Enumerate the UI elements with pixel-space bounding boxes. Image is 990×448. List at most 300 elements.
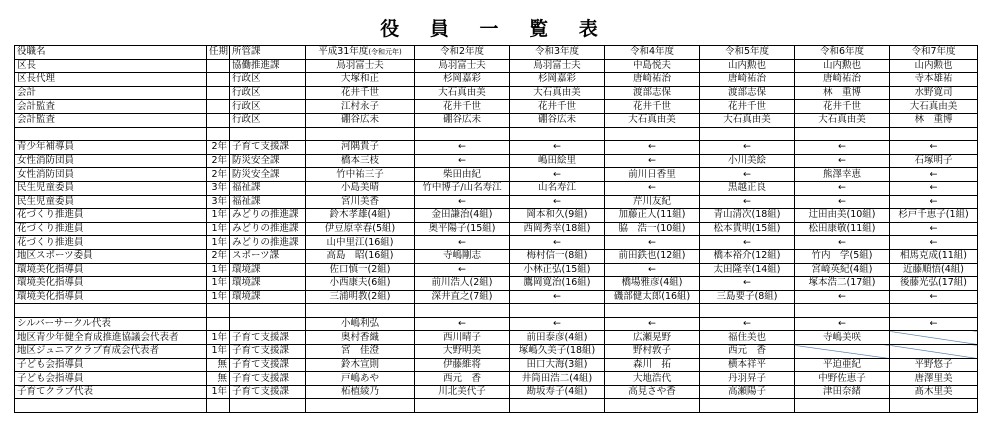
role-cell: 民生児童委員 (15, 195, 207, 209)
officer-cell: 林 重博 (890, 113, 978, 127)
officer-cell: 花井千世 (415, 100, 510, 114)
officer-cell: ← (415, 236, 510, 250)
table-row (15, 59, 978, 73)
spacer-row (15, 399, 978, 413)
empty-cell (306, 127, 415, 141)
officer-cell: 深井直之(7組) (415, 290, 510, 304)
dept-cell: 防災安全課 (230, 168, 306, 182)
empty-cell (207, 304, 230, 318)
officer-cell: 小嶋利弘 (306, 317, 415, 331)
officer-cell: 松田康敬(11組) (795, 222, 890, 236)
empty-cell (605, 127, 700, 141)
dept-cell (230, 317, 306, 331)
officer-cell: 森川 拓 (605, 358, 700, 372)
officer-cell: 小林正弘(15組) (510, 263, 605, 277)
officer-cell: ← (510, 195, 605, 209)
table-row (15, 277, 978, 291)
officer-cell: 小島美晴 (306, 181, 415, 195)
term-cell (207, 86, 230, 100)
table-row (15, 86, 978, 100)
table-row (15, 168, 978, 182)
officer-cell: 渡部志保 (700, 86, 795, 100)
officer-cell: 橋本裕介(12組) (700, 249, 795, 263)
officer-cell: 渡部志保 (605, 86, 700, 100)
term-cell: 2年 (207, 249, 230, 263)
officer-cell: 大塚和正 (306, 73, 415, 87)
officer-cell: ← (415, 317, 510, 331)
spacer-row (15, 304, 978, 318)
term-cell (207, 73, 230, 87)
officer-cell: 山名寿江 (510, 181, 605, 195)
empty-cell (207, 127, 230, 141)
officer-cell: 松本貴明(15組) (700, 222, 795, 236)
officer-cell: ← (890, 141, 978, 155)
officer-cell: ← (890, 222, 978, 236)
term-cell: 1年 (207, 385, 230, 399)
table-row (15, 154, 978, 168)
officer-cell: 野村敦子 (605, 345, 700, 359)
header-year-2022: 令和4年度 (605, 46, 700, 60)
term-cell (207, 100, 230, 114)
officer-cell: 佐口慎一(2組) (306, 263, 415, 277)
officer-cell: 宮川美香 (306, 195, 415, 209)
officer-cell: 大野明美 (415, 345, 510, 359)
dept-cell: みどりの推進課 (230, 209, 306, 223)
term-cell: 2年 (207, 168, 230, 182)
officer-cell: 高瀬陽子 (700, 385, 795, 399)
officer-cell: 前川日香里 (605, 168, 700, 182)
officer-cell: 水野寛司 (890, 86, 978, 100)
role-cell: 会計 (15, 86, 207, 100)
officer-cell: 橋本三枝 (306, 154, 415, 168)
empty-cell (605, 304, 700, 318)
officer-cell: 柴田由紀 (415, 168, 510, 182)
dept-cell: 行政区 (230, 86, 306, 100)
officer-cell: 唐崎祐治 (605, 73, 700, 87)
officer-cell: ← (510, 168, 605, 182)
roster-body (15, 59, 978, 412)
dept-cell: 子育て支援課 (230, 331, 306, 345)
empty-cell (230, 304, 306, 318)
officer-cell: ← (415, 141, 510, 155)
officer-cell: 橋場雅彦(4組) (605, 277, 700, 291)
role-cell: 環境美化指導員 (15, 277, 207, 291)
empty-cell (15, 304, 207, 318)
officer-cell: 唐澤里美 (890, 372, 978, 386)
role-cell: 地区スポーツ委員 (15, 249, 207, 263)
term-cell: 3年 (207, 195, 230, 209)
dept-cell: 子育て支援課 (230, 385, 306, 399)
officer-cell: 津田奈緒 (795, 385, 890, 399)
empty-cell (15, 399, 207, 413)
officer-cell: ← (795, 236, 890, 250)
officer-cell: 西元 香 (415, 372, 510, 386)
officer-cell: 平迫亜紀 (795, 358, 890, 372)
header-year-2021: 令和3年度 (510, 46, 605, 60)
role-cell: 青少年補導員 (15, 141, 207, 155)
role-cell: 環境美化指導員 (15, 263, 207, 277)
officer-cell: 唐崎祐治 (795, 73, 890, 87)
dept-cell: 福祉課 (230, 181, 306, 195)
officer-cell: 山内勲也 (890, 59, 978, 73)
officer-cell: 竹内 学(5組) (795, 249, 890, 263)
officer-cell: ← (605, 154, 700, 168)
officer-cell: 熊澤幸恵 (795, 168, 890, 182)
officer-cell: 寺嶋美咲 (795, 331, 890, 345)
dept-cell: 防災安全課 (230, 154, 306, 168)
role-cell: 子ども会指導員 (15, 372, 207, 386)
officer-cell: 花井千世 (510, 100, 605, 114)
table-row (15, 195, 978, 209)
officer-cell: ← (510, 317, 605, 331)
table-row (15, 209, 978, 223)
officer-cell: 福住美也 (700, 331, 795, 345)
dept-cell: みどりの推進課 (230, 236, 306, 250)
officer-cell: 塚嶋久美子(18組) (510, 345, 605, 359)
officer-cell: 中野佐恵子 (795, 372, 890, 386)
officer-cell: 大石真由美 (510, 86, 605, 100)
role-cell: 環境美化指導員 (15, 290, 207, 304)
empty-cell (207, 399, 230, 413)
role-cell: 民生児童委員 (15, 181, 207, 195)
officer-cell: 芹川友紀 (605, 195, 700, 209)
officer-cell: 梅村信一(8組) (510, 249, 605, 263)
officer-cell: 大地浩代 (605, 372, 700, 386)
officer-cell: 三浦明教(2組) (306, 290, 415, 304)
header-year-2024: 令和6年度 (795, 46, 890, 60)
header-year-2020: 令和2年度 (415, 46, 510, 60)
role-cell: 地区青少年健全育成推進協議会代表者 (15, 331, 207, 345)
empty-cell (795, 304, 890, 318)
empty-cell (700, 127, 795, 141)
officer-cell: 花井千世 (700, 100, 795, 114)
empty-cell (306, 399, 415, 413)
table-row (15, 141, 978, 155)
officer-cell: ← (890, 236, 978, 250)
officer-cell: ← (605, 263, 700, 277)
officer-cell: ← (795, 195, 890, 209)
empty-cell (890, 127, 978, 141)
dept-cell: 子育て支援課 (230, 372, 306, 386)
empty-cell (230, 399, 306, 413)
officer-cell: 大石真由美 (795, 113, 890, 127)
officer-cell: 小西康夫(6組) (306, 277, 415, 291)
officer-cell: 鈴木孝雄(4組) (306, 209, 415, 223)
officer-cell: 前田鉄也(12組) (605, 249, 700, 263)
officer-cell: ← (890, 168, 978, 182)
officer-cell: 中島悦夫 (605, 59, 700, 73)
officer-cell: 田口大海(3組) (510, 358, 605, 372)
term-cell (207, 59, 230, 73)
officer-cell: 小川美絵 (700, 154, 795, 168)
officer-cell: 辻田由美(10組) (795, 209, 890, 223)
role-cell: 花づくり推進員 (15, 222, 207, 236)
term-cell: 1年 (207, 345, 230, 359)
officer-cell: 井筒田浩二(4組) (510, 372, 605, 386)
officer-cell: 前田泰彦(4組) (510, 331, 605, 345)
officer-cell: ← (605, 236, 700, 250)
role-cell: 区長代理 (15, 73, 207, 87)
dept-cell: スポーツ課 (230, 249, 306, 263)
table-row (15, 73, 978, 87)
officer-cell: 後藤光弘(17組) (890, 277, 978, 291)
officer-cell: 相馬克成(11組) (890, 249, 978, 263)
officer-cell: 鳥羽富士夫 (415, 59, 510, 73)
officer-cell: ← (795, 317, 890, 331)
officer-cell: 竹中博子/山名寿江 (415, 181, 510, 195)
term-cell: 1年 (207, 209, 230, 223)
term-cell (207, 113, 230, 127)
officer-cell: 宮 佳澄 (306, 345, 415, 359)
officer-cell: ← (795, 181, 890, 195)
officer-cell: 山中里江(16組) (306, 236, 415, 250)
empty-cell (306, 304, 415, 318)
officer-cell: ← (415, 154, 510, 168)
officer-cell: 鈴木宣則 (306, 358, 415, 372)
officer-cell: 杉岡嘉彩 (415, 73, 510, 87)
officer-cell: ← (605, 181, 700, 195)
officer-cell: 河隅貴子 (306, 141, 415, 155)
officer-cell: 硼谷広未 (415, 113, 510, 127)
officer-cell: 宮崎英紀(4組) (795, 263, 890, 277)
officer-cell: 鷹岡寛治(16組) (510, 277, 605, 291)
officer-cell: ← (890, 195, 978, 209)
officer-cell: ← (605, 141, 700, 155)
officer-cell: 山内勲也 (795, 59, 890, 73)
header-year-2019-note: (令和元年) (368, 48, 402, 57)
empty-cell (605, 399, 700, 413)
table-row (15, 317, 978, 331)
officer-cell: 高島 昭(16組) (306, 249, 415, 263)
dept-cell: 子育て支援課 (230, 358, 306, 372)
table-row (15, 263, 978, 277)
empty-cell (890, 304, 978, 318)
officer-cell: 柘植綾乃 (306, 385, 415, 399)
officer-cell: 唐崎祐治 (700, 73, 795, 87)
officer-cell: 林 重博 (795, 86, 890, 100)
officer-cell: 太田隆幸(14組) (700, 263, 795, 277)
officer-cell: 三島要子(8組) (700, 290, 795, 304)
dept-cell: 子育て支援課 (230, 345, 306, 359)
table-row (15, 345, 978, 359)
dept-cell: 行政区 (230, 100, 306, 114)
empty-cell (15, 127, 207, 141)
officer-cell: ← (510, 290, 605, 304)
officer-cell: ← (700, 168, 795, 182)
officer-cell: ← (510, 141, 605, 155)
header-role: 役職名 (15, 46, 207, 60)
officer-cell: 西岡秀幸(18組) (510, 222, 605, 236)
officer-cell: 高見さや香 (605, 385, 700, 399)
officer-cell: 丹羽昇子 (700, 372, 795, 386)
dept-cell: 環境課 (230, 277, 306, 291)
officer-cell: ← (700, 141, 795, 155)
officer-cell: 伊豆原幸春(5組) (306, 222, 415, 236)
officer-cell: 西川晴子 (415, 331, 510, 345)
officer-cell: 岡本和久(9組) (510, 209, 605, 223)
term-cell: 1年 (207, 331, 230, 345)
header-row (15, 46, 978, 60)
officer-cell: 大石真由美 (700, 113, 795, 127)
header-dept: 所管課 (230, 46, 306, 60)
dept-cell: 行政区 (230, 113, 306, 127)
header-year-2023: 令和5年度 (700, 46, 795, 60)
table-row (15, 372, 978, 386)
term-cell: 1年 (207, 290, 230, 304)
officer-cell: ← (890, 181, 978, 195)
term-cell: 2年 (207, 154, 230, 168)
officer-cell: 黒越正良 (700, 181, 795, 195)
page-title: 役 員 一 覧 表 (380, 18, 610, 40)
officer-cell: ← (795, 154, 890, 168)
officer-cell: 嶋田絵里 (510, 154, 605, 168)
officer-cell (890, 345, 978, 359)
officer-cell: 花井千世 (605, 100, 700, 114)
officer-cell: 広瀬晃野 (605, 331, 700, 345)
empty-cell (510, 304, 605, 318)
role-cell: 花づくり推進員 (15, 209, 207, 223)
officer-cell: 杉戸千恵子(1組) (890, 209, 978, 223)
role-cell: シルバーサークル代表 (15, 317, 207, 331)
officer-cell: 奥平陽子(15組) (415, 222, 510, 236)
officer-cell: 山内勲也 (700, 59, 795, 73)
table-row (15, 236, 978, 250)
empty-cell (890, 399, 978, 413)
table-row (15, 113, 978, 127)
dept-cell: 子育て支援課 (230, 141, 306, 155)
dept-cell: 福祉課 (230, 195, 306, 209)
officer-cell: 奥村香織 (306, 331, 415, 345)
term-cell (207, 317, 230, 331)
role-cell: 地区ジュニアクラブ育成会代表者 (15, 345, 207, 359)
officer-cell (795, 345, 890, 359)
officer-cell: 大石真由美 (415, 86, 510, 100)
officer-cell: ← (700, 317, 795, 331)
term-cell: 無 (207, 358, 230, 372)
empty-cell (415, 399, 510, 413)
table-row (15, 331, 978, 345)
empty-cell (795, 127, 890, 141)
officer-cell: 硼谷広未 (306, 113, 415, 127)
officer-cell: 前川浩人(2組) (415, 277, 510, 291)
officer-cell: 花井千世 (306, 86, 415, 100)
officer-cell: 平野悠子 (890, 358, 978, 372)
dept-cell: 環境課 (230, 263, 306, 277)
dept-cell: 環境課 (230, 290, 306, 304)
officer-roster-table (14, 45, 978, 413)
role-cell: 子育てクラブ代表 (15, 385, 207, 399)
term-cell: 2年 (207, 141, 230, 155)
term-cell: 1年 (207, 236, 230, 250)
officer-cell: 磯部健太郎(16組) (605, 290, 700, 304)
table-row (15, 290, 978, 304)
officer-cell: 鳥羽富士夫 (306, 59, 415, 73)
role-cell: 会計監査 (15, 113, 207, 127)
role-cell: 女性消防団員 (15, 154, 207, 168)
officer-cell (890, 331, 978, 345)
term-cell: 1年 (207, 277, 230, 291)
officer-cell: ← (700, 277, 795, 291)
empty-cell (700, 399, 795, 413)
officer-cell: 硼谷広未 (510, 113, 605, 127)
officer-cell: 川北美代子 (415, 385, 510, 399)
empty-cell (415, 304, 510, 318)
term-cell: 無 (207, 372, 230, 386)
role-cell: 会計監査 (15, 100, 207, 114)
officer-cell: 江村永子 (306, 100, 415, 114)
officer-cell: 杉岡嘉彩 (510, 73, 605, 87)
empty-cell (510, 127, 605, 141)
officer-cell: 寺本雄祐 (890, 73, 978, 87)
role-cell: 花づくり推進員 (15, 236, 207, 250)
officer-cell: ← (415, 263, 510, 277)
empty-cell (700, 304, 795, 318)
officer-cell: 竹中祐三子 (306, 168, 415, 182)
officer-cell: 西元 香 (700, 345, 795, 359)
officer-cell: 大石真由美 (605, 113, 700, 127)
dept-cell: 協働推進課 (230, 59, 306, 73)
officer-cell: 塚本浩二(17組) (795, 277, 890, 291)
empty-cell (795, 399, 890, 413)
officer-cell: 花井千世 (795, 100, 890, 114)
officer-cell: ← (890, 317, 978, 331)
officer-cell: 勘坂寿子(4組) (510, 385, 605, 399)
officer-cell: 青山清次(18組) (700, 209, 795, 223)
officer-cell: ← (700, 195, 795, 209)
table-row (15, 100, 978, 114)
officer-cell: 寺嶋剛志 (415, 249, 510, 263)
officer-cell: 戸嶋あや (306, 372, 415, 386)
spacer-row (15, 127, 978, 141)
table-row (15, 358, 978, 372)
officer-cell: 髙木里美 (890, 385, 978, 399)
officer-cell: 石塚明子 (890, 154, 978, 168)
table-row (15, 385, 978, 399)
officer-cell: 加藤正人(11組) (605, 209, 700, 223)
table-row (15, 222, 978, 236)
empty-cell (230, 127, 306, 141)
term-cell: 3年 (207, 181, 230, 195)
header-term: 任期 (207, 46, 230, 60)
officer-cell: ← (795, 141, 890, 155)
role-cell: 区長 (15, 59, 207, 73)
header-year-2025: 令和7年度 (890, 46, 978, 60)
officer-cell: ← (795, 290, 890, 304)
term-cell: 1年 (207, 222, 230, 236)
officer-cell: ← (700, 236, 795, 250)
dept-cell: 行政区 (230, 73, 306, 87)
officer-cell: ← (510, 236, 605, 250)
officer-cell: 横本祥平 (700, 358, 795, 372)
officer-cell: 鳥羽富士夫 (510, 59, 605, 73)
officer-cell: 近藤順悟(4組) (890, 263, 978, 277)
officer-cell: 伊藤維将 (415, 358, 510, 372)
officer-cell: ← (605, 317, 700, 331)
officer-cell: 金田謙治(4組) (415, 209, 510, 223)
officer-cell: 大石真由美 (890, 100, 978, 114)
officer-cell: ← (890, 290, 978, 304)
officer-cell: 脇 浩一(10組) (605, 222, 700, 236)
term-cell: 1年 (207, 263, 230, 277)
role-cell: 女性消防団員 (15, 168, 207, 182)
table-row (15, 249, 978, 263)
empty-cell (510, 399, 605, 413)
table-row (15, 181, 978, 195)
role-cell: 子ども会指導員 (15, 358, 207, 372)
officer-cell: ← (415, 195, 510, 209)
header-year-2019: 平成31年度(令和元年) (306, 46, 415, 60)
empty-cell (415, 127, 510, 141)
